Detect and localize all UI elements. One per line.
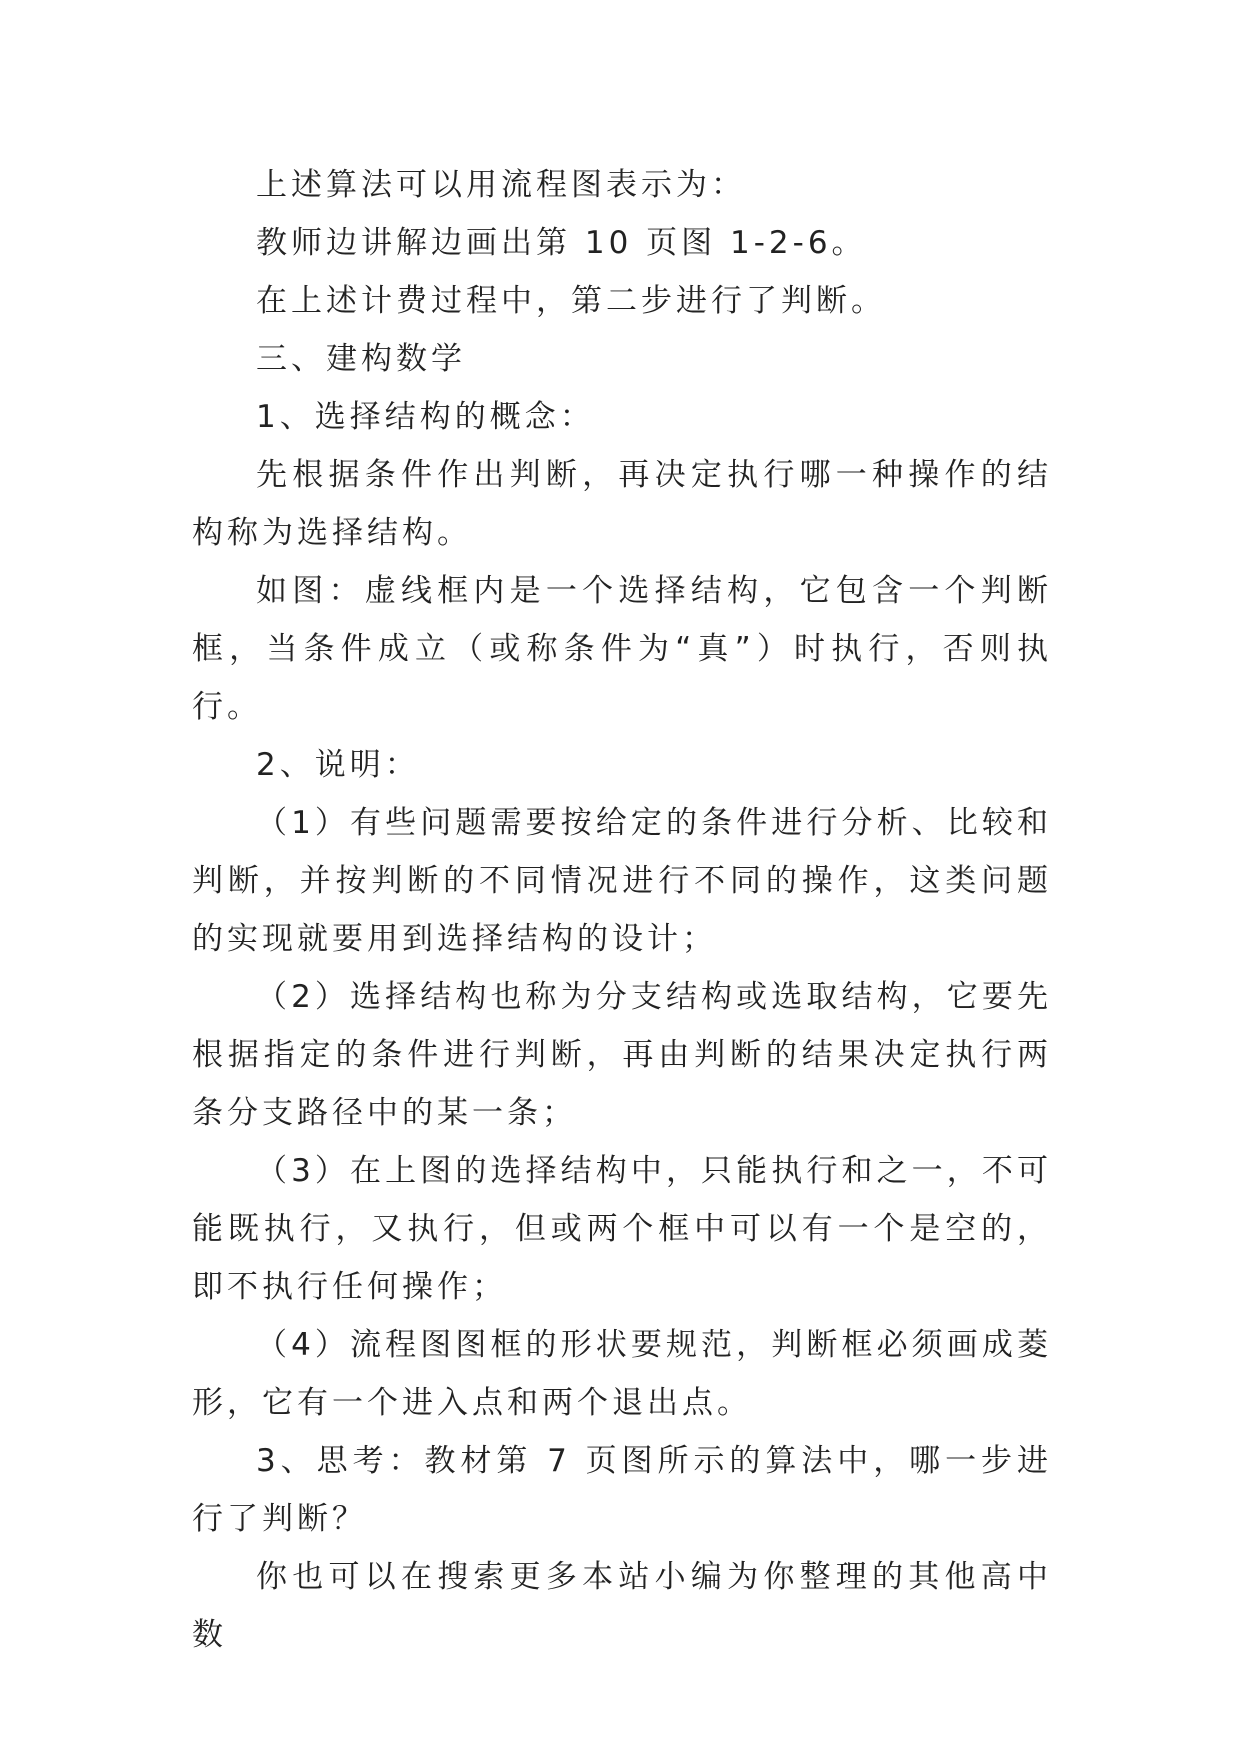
- list-item: （1）有些问题需要按给定的条件进行分析、比较和判断，并按判断的不同情况进行不同的操作，这类问题的实现就要用到选择结构的设计；: [192, 805, 1052, 957]
- list-item: （4）流程图图框的形状要规范，判断框必须画成菱形，它有一个进入点和两个退出点。: [192, 1327, 1052, 1421]
- list-item: （2）选择结构也称为分支结构或选取结构，它要先根据指定的条件进行判断，再由判断的结果决定执行两条分支路径中的某一条；: [192, 979, 1052, 1131]
- paragraph: 你也可以在搜索更多本站小编为你整理的其他高中数: [192, 1559, 1052, 1653]
- list-item: （3）在上图的选择结构中，只能执行和之一，不可能既执行，又执行，但或两个框中可以有一个是空的，即不执行任何操作；: [192, 1153, 1052, 1305]
- paragraph: 在上述计费过程中，第二步进行了判断。: [256, 283, 886, 319]
- paragraph: 上述算法可以用流程图表示为：: [256, 167, 746, 203]
- subsection-heading: 2、说明：: [256, 747, 420, 783]
- paragraph: 先根据条件作出判断，再决定执行哪一种操作的结构称为选择结构。: [192, 457, 1052, 551]
- section-heading: 三、建构数学: [256, 341, 466, 377]
- subsection-heading: 1、选择结构的概念：: [256, 399, 595, 435]
- paragraph: 教师边讲解边画出第 10 页图 1-2-6。: [256, 225, 867, 261]
- paragraph: 3、思考：教材第 7 页图所示的算法中，哪一步进行了判断？: [192, 1443, 1052, 1537]
- paragraph: 如图：虚线框内是一个选择结构，它包含一个判断框，当条件成立（或称条件为“真”）时执行，否则执行。: [192, 573, 1052, 725]
- document-body: [192, 156, 1052, 1664]
